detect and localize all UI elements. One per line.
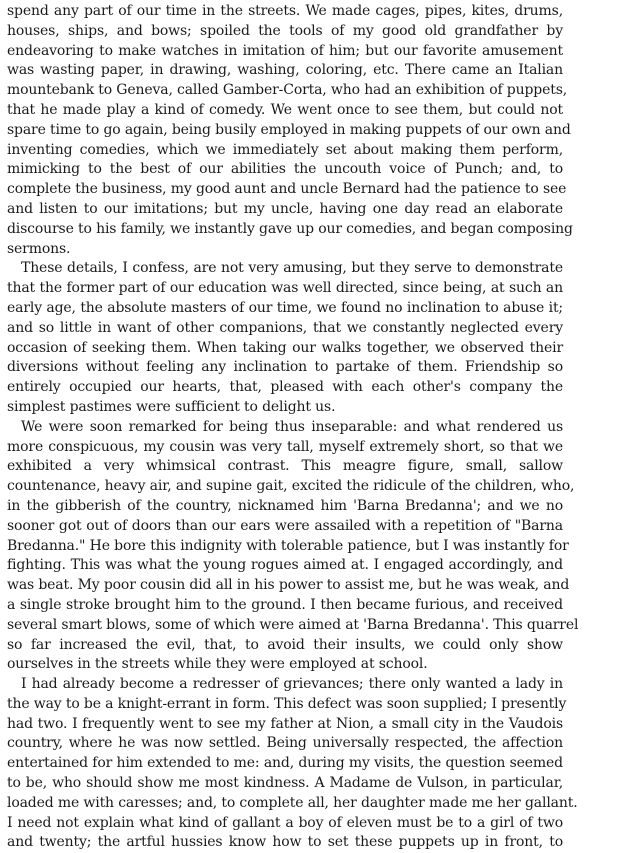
text-line: that he made play a kind of comedy. We went once to see them, but could not — [7, 101, 563, 118]
paragraph — [7, 675, 578, 853]
text-line: ourselves in the streets while they were employed at school. — [7, 656, 428, 673]
paragraph — [7, 418, 579, 675]
text-line: and so little in want of other companions, that we constantly neglected every — [7, 319, 563, 336]
text-line: simplest pastimes were sufficient to delight us. — [7, 398, 336, 415]
text-line: discourse to his family, we instantly gave up our comedies, and began composing — [7, 220, 573, 237]
text-line: so far increased the evil, that, to avoid their insults, we could only show — [7, 636, 563, 653]
text-line: We were soon remarked for being thus inseparable: and what rendered us — [21, 418, 563, 435]
text-line: complete the business, my good aunt and uncle Bernard had the patience to see — [7, 181, 567, 198]
text-line: to be, who should show me most kindness. A Madame de Vulson, in particular, — [7, 775, 563, 792]
text-line: These details, I confess, are not very amusing, but they serve to demonstrate — [21, 260, 563, 277]
paragraph — [7, 2, 573, 259]
text-line: entertained for him extended to me: and, during my visits, the question seemed — [7, 755, 563, 772]
text-line: endeavoring to make watches in imitation of him; but our favorite amusement — [7, 42, 563, 59]
text-line: spend any part of our time in the streets. We made cages, pipes, kites, drums, — [7, 3, 563, 19]
text-line: early age, the absolute masters of our time, we found no inclination to abuse it; — [7, 299, 563, 316]
text-line: and twenty; the artful hussies know how to set these puppets up in front, to — [7, 834, 563, 851]
text-line: inventing comedies, which we immediately set about making them perform, — [7, 141, 563, 158]
text-line: sermons. — [7, 240, 71, 257]
text-line: several smart blows, some of which were aimed at 'Barna Bredanna'. This quarrel — [7, 616, 579, 633]
text-line: sooner got out of doors than our ears were assailed with a repetition of "Barna — [7, 517, 563, 534]
text-line: I need not explain what kind of gallant a boy of eleven must be to a girl of two — [7, 814, 563, 831]
text-line: spare time to go again, being busily employed in making puppets of our own and — [7, 121, 571, 138]
text-line: entirely occupied our hearts, that, pleased with each other's company the — [7, 379, 563, 396]
text-line: exhibited a very whimsical contrast. This meagre figure, small, sallow — [7, 458, 563, 475]
text-line: had two. I frequently went to see my father at Nion, a small city in the Vaudois — [7, 715, 563, 732]
text-line: occasion of seeking them. When taking our walks together, we observed their — [7, 339, 563, 356]
text-line: I had already become a redresser of grievances; there only wanted a lady in — [21, 676, 563, 693]
text-line: diversions without feeling any inclination to partake of them. Friendship so — [7, 359, 563, 376]
text-line: fighting. This was what the young rogues aimed at. I engaged accordingly, and — [7, 557, 563, 574]
text-line: loaded me with caresses; and, to complete all, her daughter made me her gallant. — [7, 794, 578, 811]
text-line: and listen to our imitations; but my uncle, having one day read an elaborate — [7, 200, 563, 217]
paragraph — [7, 259, 563, 417]
text-line: a single stroke brought him to the ground. I then became furious, and received — [7, 596, 563, 613]
text-line: countenance, heavy air, and supine gait, excited the ridicule of the children, who, — [7, 478, 575, 495]
text-line: houses, ships, and bows; spoiled the tools of my good old grandfather by — [7, 22, 563, 39]
text-line: more conspicuous, my cousin was very tall, myself extremely short, so that we — [7, 438, 563, 455]
text-line: mimicking to the best of our abilities the uncouth voice of Punch; and, to — [7, 161, 563, 178]
text-line: country, where he was now settled. Being universally respected, the affection — [7, 735, 563, 752]
body-text — [7, 2, 579, 853]
text-line: in the gibberish of the country, nicknamed him 'Barna Bredanna'; and we no — [7, 497, 563, 514]
text-line: Bredanna." He bore this indignity with tolerable patience, but I was instantly for — [7, 537, 569, 554]
text-line: that the former part of our education was well directed, since being, at such an — [7, 280, 563, 297]
text-line: was beat. My poor cousin did all in his power to assist me, but he was weak, and — [7, 577, 570, 594]
text-line: mountebank to Geneva, called Gamber-Corta, who had an exhibition of puppets, — [7, 82, 568, 99]
text-line: was wasting paper, in drawing, washing, coloring, etc. There came an Italian — [7, 62, 563, 79]
text-line: the way to be a knight-errant in form. This defect was soon supplied; I presently — [7, 695, 567, 712]
